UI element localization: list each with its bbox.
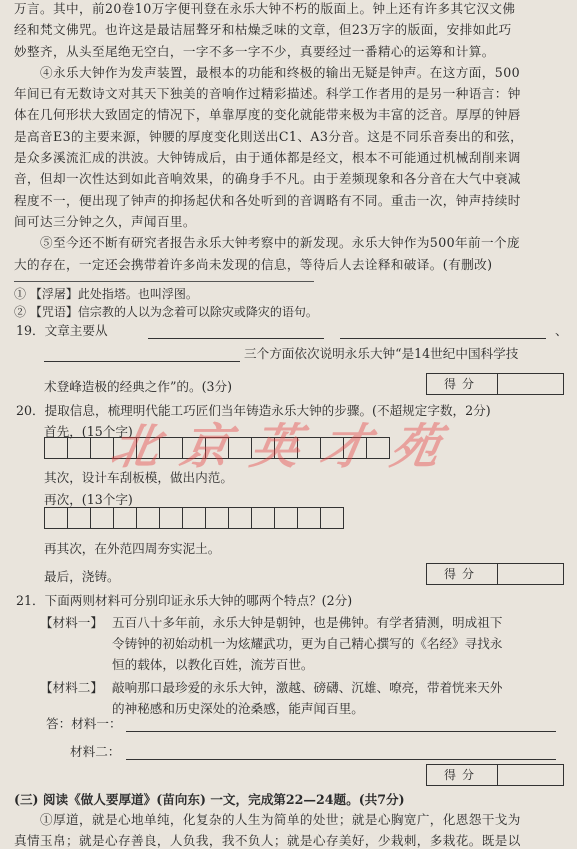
answer-label-material-2: 材料二： <box>70 744 121 759</box>
notes-divider <box>14 281 314 282</box>
answer-blank-21b[interactable] <box>126 745 556 760</box>
material-1-line: 恒的载体，以教化百姓，流芳百世。 <box>112 657 314 672</box>
question-20-fourth: 再其次，在外范四周夯实泥土。 <box>44 541 221 556</box>
score-entry[interactable] <box>498 564 563 584</box>
answer-label-material-1: 答：材料一： <box>46 716 122 731</box>
score-box-21[interactable] <box>426 764 564 786</box>
passage-line: 年间已有无数诗文对其天下独美的音响作过精彩描述。科学工作者用的是另一种语言：钟 <box>14 86 521 102</box>
question-19-prefix: 19．文章主要从 <box>16 323 108 338</box>
passage-line: 体在几何形状大致固定的情况下，单靠厚度的变化就能带来极为丰富的泛音。厚厚的钟唇 <box>14 107 521 123</box>
score-label: 得分 <box>427 765 498 785</box>
passage <box>14 0 566 275</box>
material-2-line: 敲响那口最珍爱的永乐大钟，激越、磅礴、沉雄、嘹亮，带着恍来天外 <box>112 680 503 695</box>
section-3-title: (三) 阅读《做人要厚道》(苗向东) 一文，完成第22—24题。(共7分) <box>14 792 405 807</box>
answer-blank-21a[interactable] <box>126 717 556 732</box>
question-19-line3: 术登峰造极的经典之作”的。(3分) <box>44 379 232 394</box>
question-20-first: 首先，(15个字) <box>44 424 133 439</box>
passage-line: 经和梵文佛咒。也许这是最诘屈聱牙和枯燥乏味的文章，但23万字的版面，安排如此巧 <box>14 22 512 38</box>
question-19-line2: 三个方面依次说明永乐大钟“是14世纪中国科学技 <box>244 346 519 361</box>
passage-line: 间可达三分钟之久，声闻百里。 <box>14 213 196 229</box>
answer-blank-19b[interactable] <box>340 324 546 339</box>
material-2-text <box>112 677 502 719</box>
material-1-text <box>112 612 502 675</box>
passage-line: 是众多溪流汇成的洪波。大钟铸成后，由于通体都是经文，根本不可能通过机械刮削来调 <box>14 150 521 166</box>
watermark-logo: 北京英才苑 <box>106 419 467 475</box>
passage-line: 大的存在，一定还会携带着许多尚未发现的信息，等待后人去诠释和破译。(有删改) <box>14 256 493 272</box>
material-2-line: 的神秘感和历史深处的沧桑感，能声闻百里。 <box>112 701 364 716</box>
question-20-third: 再次，(13个字) <box>44 492 133 507</box>
material-1-line: 五百八十多年前，永乐大钟是朝钟，也是佛钟。有学者猜测，明成祖下 <box>112 615 503 630</box>
score-box-20[interactable] <box>426 563 564 585</box>
passage-line: 是高音E3的主要来源，钟腰的厚度变化則送出C1、A3分音。这是不同乐音奏出的和弦， <box>14 128 524 144</box>
score-entry[interactable] <box>498 765 563 785</box>
passage-line: 万言。其中，前20卷10万字便刊登在永乐大钟不朽的版面上。钟上还有许多其它汉文佛 <box>14 1 516 16</box>
passage-line: ⑤至今还不断有研究者报告永乐大钟考察中的新发现。永乐大钟作为500年前一个庞 <box>40 235 521 251</box>
footnote-1: ① 【浮屠】此处指塔。也叫浮图。 <box>14 287 198 301</box>
question-21-prompt: 21．下面两则材料可分别印证永乐大钟的哪两个特点？(2分) <box>16 593 353 608</box>
passage-line: ④永乐大钟作为发声装置，最根本的功能和终极的输出无疑是钟声。在这方面，500 <box>40 64 521 80</box>
section-3-line: ①厚道，就是心地单纯，化复杂的人生为简单的处世；就是心胸宽广，化恩怨干戈为 <box>40 812 521 827</box>
passage-line: 程度不一，便出现了钟声的抑扬起伏和各处听到的音调略有不同。重击一次，钟声持续时 <box>14 192 521 208</box>
material-1-tag: 【材料一】 <box>40 615 103 630</box>
score-label: 得分 <box>427 374 498 394</box>
section-3-line: 真情玉帛；就是心存善良，人负我，我不负人；就是心存美好，少栽刺，多栽花。既是以 <box>14 833 521 848</box>
passage-line: 音，但却一次性达到如此音响效果，的确身手不凡。由于差频现象和各分音在大气中衰减 <box>14 171 521 187</box>
material-1-line: 令铸钟的初始动机一为炫耀武功，更为自己精心撰写的《名经》寻找永 <box>112 636 503 651</box>
answer-blank-19a[interactable] <box>148 324 324 339</box>
material-2-tag: 【材料二】 <box>40 680 103 695</box>
question-20-second: 其次，设计车刮板模，做出内范。 <box>44 470 233 485</box>
passage-line: 妙整齐，从头至尾绝无空白，一字不多一字不少，真要经过一番精心的运筹和计算。 <box>14 43 495 59</box>
score-entry[interactable] <box>498 374 563 394</box>
answer-grid-13[interactable] <box>44 507 343 529</box>
footnote-2: ② 【咒语】信宗教的人以为念着可以除灾或降灾的语句。 <box>14 305 318 319</box>
score-box-19[interactable] <box>426 373 564 395</box>
question-19-separator: 、 <box>555 323 568 338</box>
question-20-fifth: 最后，浇铸。 <box>44 569 120 584</box>
score-label: 得分 <box>427 564 498 584</box>
answer-blank-19c[interactable] <box>44 347 240 362</box>
question-20-prompt: 20．提取信息，梳理明代能工巧匠们当年铸造永乐大钟的步骤。(不超规定字数，2分) <box>16 403 491 418</box>
